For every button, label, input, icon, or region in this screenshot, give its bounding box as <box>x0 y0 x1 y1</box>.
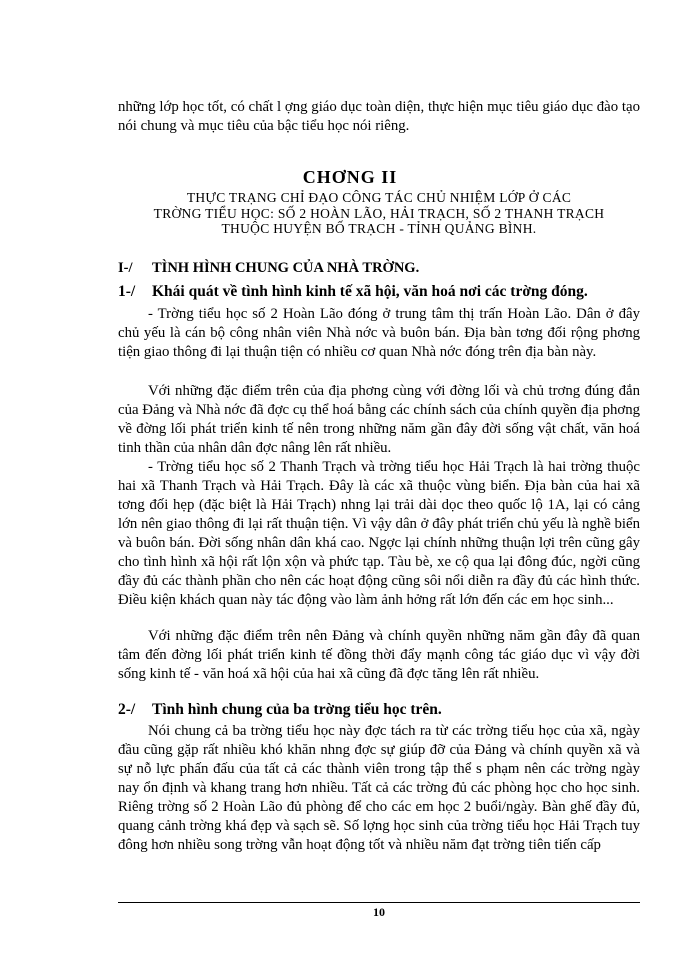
chapter-subtitle <box>118 190 640 237</box>
subsection-title: Khái quát về tình hình kinh tế xã hội, văn hoá nơi các trờng đóng. <box>152 283 588 300</box>
body-paragraph: - Trờng tiểu học số 2 Thanh Trạch và trờng tiểu học Hải Trạch là hai trờng thuộc hai xã Thanh Trạch và Hải Trạch. Đây là các xã thuộc vùng biển. Địa bàn của hai xã tơng đối hẹp (đặc biệt là Hải Trạch) nhng lại trải dài dọc theo quốc lộ 1A, lại có cảng lớn nên giao thông đi lại rất thuận tiện. Vì vậy dân ở đây phát triển chủ yếu là nghề biển và buôn bán. Đời sống nhân dân khá cao. Ngợc lại chính những thuận lợi trên cũng gây cho tình hình xã hội rất lộn xộn và phức tạp. Tàu bè, xe cộ qua lại đông đúc, ngời cũng đầy đủ các thành phần cho nên các hoạt động cũng sôi nổi diễn ra đầy đủ các hình thức. Điều kiện khách quan này tác động vào làm ảnh hởng rất lớn đến các em học sinh... <box>118 459 640 608</box>
body-paragraph: Nói chung cả ba trờng tiểu học này đợc tách ra từ các trờng tiểu học của xã, ngày đầu cũng gặp rất nhiều khó khăn nhng đợc sự giúp đỡ của Đảng và chính quyền xã và sự nỗ lực phấn đấu của tất cả các thành viên trong tập thể s phạm nên các trờng ngày nay ổn định và khang trang hơn nhiều. Tất cả các trờng đủ các phòng học cho học sinh. Riêng trờng số 2 Hoàn Lão đủ phòng để cho các em học 2 buổi/ngày. Bàn ghế đầy đủ, quang cảnh trờng khá đẹp và sạch sẽ. Số lợng học sinh của trờng tiểu học Hải Trạch tuy đông hơn nhiều song trờng vẫn hoạt động tốt và nhiều năm đạt trờng tiên tiến cấp <box>118 723 640 853</box>
section-heading <box>118 259 640 278</box>
page-number: 10 <box>373 905 385 919</box>
subsection-number: 2-/ <box>118 701 136 718</box>
section-title: TÌNH HÌNH CHUNG CỦA NHÀ TRỜNG. <box>152 260 420 276</box>
chapter-subtitle-line: THUỘC HUYỆN BỐ TRẠCH - TỈNH QUẢNG BÌNH. <box>221 221 537 236</box>
chapter-subtitle-line: TRỜNG TIỂU HỌC: SỐ 2 HOÀN LÃO, HẢI TRẠCH, SỐ 2 THANH TRẠCH <box>153 205 605 221</box>
subsection-heading <box>118 700 640 719</box>
body-paragraph: - Trờng tiểu học số 2 Hoàn Lão đóng ở trung tâm thị trấn Hoàn Lão. Dân ở đây chủ yếu là cán bộ công nhân viên Nhà nớc và buôn bán. Địa bàn tơng đối rộng phơng tiện giao thông đi lại thuận tiện có nhiều cơ quan Nhà nớc đóng trên địa bàn này. <box>118 306 640 360</box>
subsection-title: Tình hình chung của ba trờng tiểu học trên. <box>152 701 442 718</box>
chapter-title: CHƠNG II <box>302 167 398 187</box>
subsection-heading <box>118 282 640 301</box>
section-number: I-/ <box>118 260 133 276</box>
body-paragraph: Với những đặc điểm trên của địa phơng cùng với đờng lối và chủ trơng đúng đắn của Đảng và Nhà nớc đã đợc cụ thể hoá bằng các chính sách của chính quyền địa phơng về đờng lối phát triển kinh tế nên trong những năm gần đây đời sống vật chất, văn hoá tinh thần của nhân dân đợc nâng lên rất nhiều. <box>118 383 640 456</box>
intro-paragraph: những lớp học tốt, có chất l ợng giáo dục toàn diện, thực hiện mục tiêu giáo dục đào tạo nói chung và mục tiêu của bậc tiểu học nói riêng. <box>118 99 640 134</box>
chapter-subtitle-line: THỰC TRẠNG CHỈ ĐẠO CÔNG TÁC CHỦ NHIỆM LỚP Ở CÁC <box>186 190 572 205</box>
footer-divider <box>118 902 640 903</box>
subsection-number: 1-/ <box>118 283 136 300</box>
body-paragraph: Với những đặc điểm trên nên Đảng và chính quyền những năm gần đây đã quan tâm đến đờng lối phát triển kinh tế đồng thời đẩy mạnh công tác giáo dục vì vậy đời sống kinh tế - văn hoá xã hội của hai xã cũng đã đợc tăng lên rất nhiều. <box>118 628 640 682</box>
